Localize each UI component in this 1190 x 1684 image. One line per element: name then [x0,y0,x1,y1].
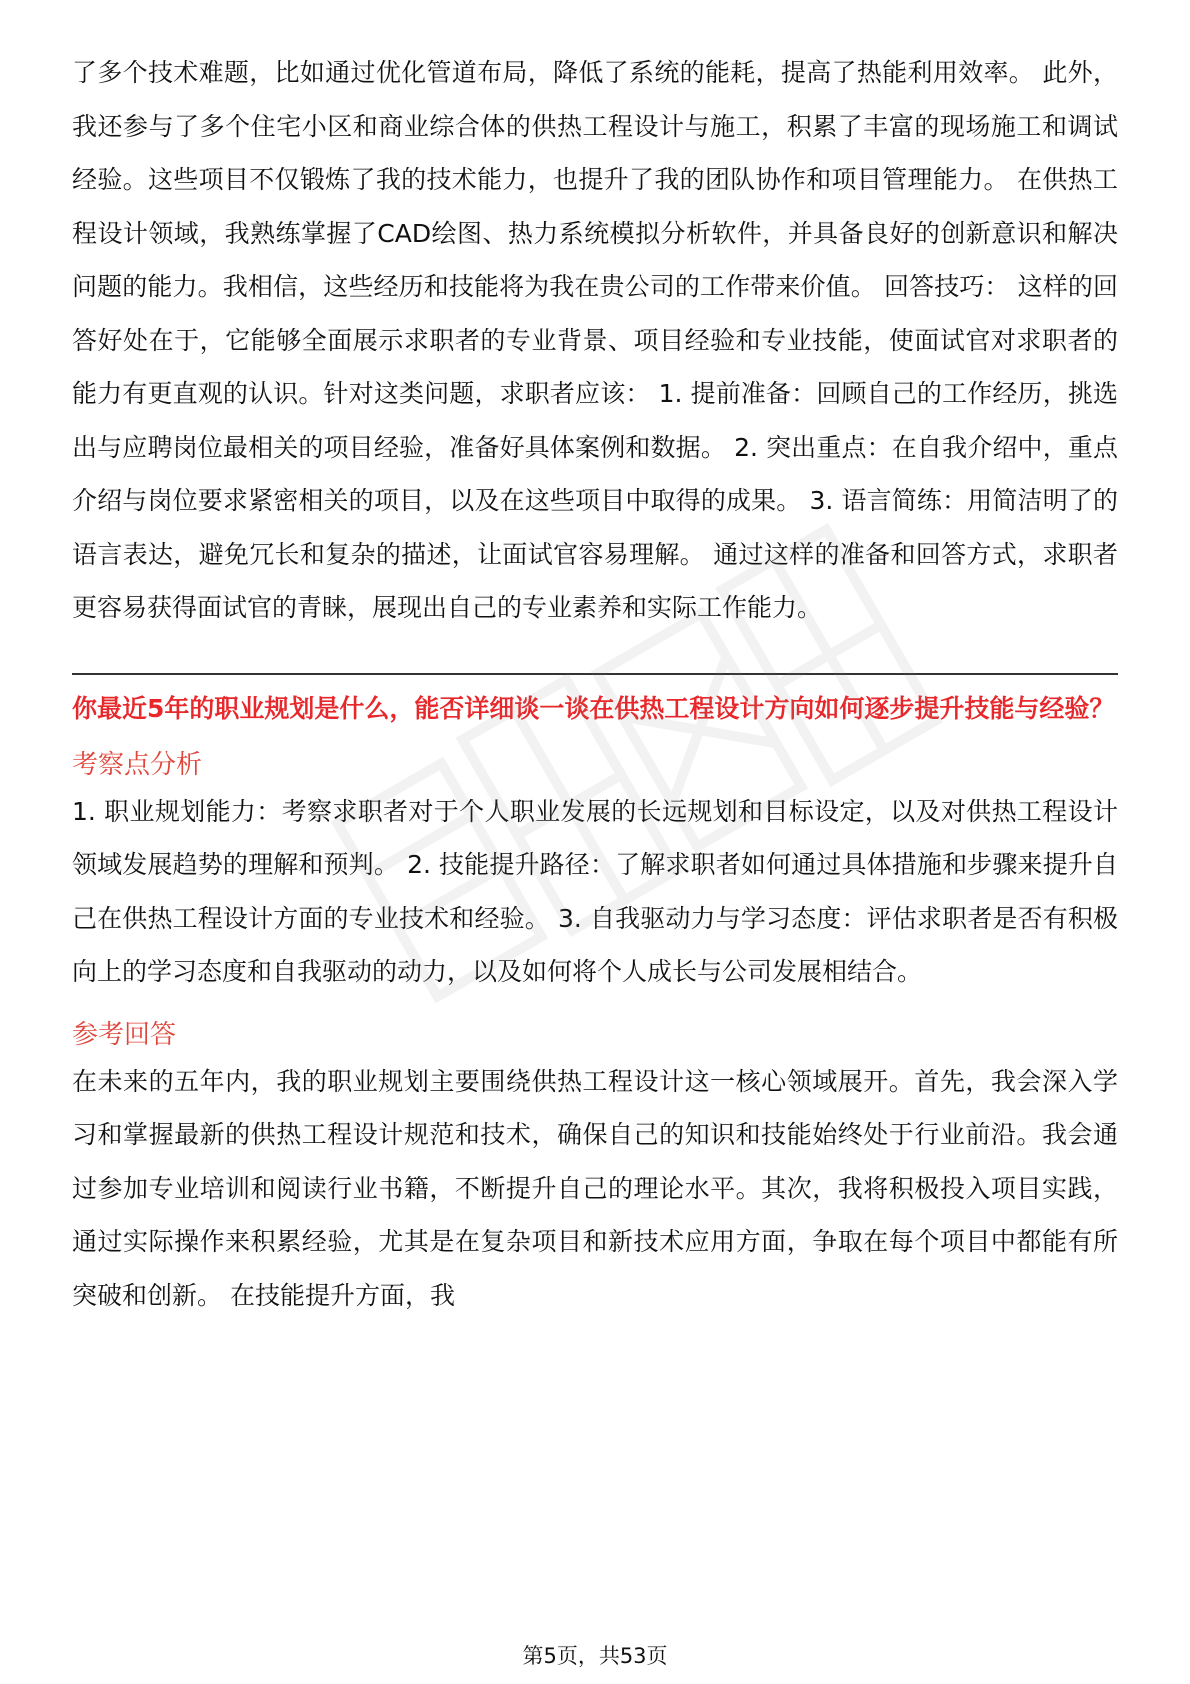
reference-answer-heading: 参考回答 [72,1019,177,1050]
interview-question: 你最近5年的职业规划是什么，能否详细谈一谈在供热工程设计方向如何逐步提升技能与经验？ [72,693,1115,723]
intro-answer-paragraph: 了多个技术难题，比如通过优化管道布局，降低了系统的能耗，提高了热能利用效率。 此外，我还参与了多个住宅小区和商业综合体的供热工程设计与施工，积累了丰富的现场施工和调试经验。这些项目不仅锻炼了我的技术能力，也提升了我的团队协作和项目管理能力。 在供热工程设计领域，我熟练掌握了CAD绘图、热力系统模拟分析软件，并具备良好的创新意识和解决问题的能力。我相信，这些经历和技能将为我在贵公司的工作带来价值。 回答技巧： 这样的回答好处在于，它能够全面展示求职者的专业背景、项目经验和专业技能，使面试官对求职者的能力有更直观的认识。针对这类问题，求职者应该： 1. 提前准备：回顾自己的工作经历，挑选出与应聘岗位最相关的项目经验，准备好具体案例和数据。 2. 突出重点：在自我介绍中，重点介绍与岗位要求紧密相关的项目，以及在这些项目中取得的成果。 3. 语言简练：用简洁明了的语言表达，避免冗长和复杂的描述，让面试官容易理解。 通过这样的准备和回答方式，求职者更容易获得面试官的青睐，展现出自己的专业素养和实际工作能力。 [72,58,1118,622]
page-number: 第5页，共53页 [522,1644,668,1668]
section-divider [72,673,1118,675]
analysis-heading: 考察点分析 [72,749,203,780]
document-page [72,46,1118,1322]
reference-answer-paragraph: 在未来的五年内，我的职业规划主要围绕供热工程设计这一核心领域展开。首先，我会深入学习和掌握最新的供热工程设计规范和技术，确保自己的知识和技能始终处于行业前沿。我会通过参加专业培训和阅读行业书籍，不断提升自己的理论水平。其次，我将积极投入项目实践，通过实际操作来积累经验，尤其是在复杂项目和新技术应用方面，争取在每个项目中都能有所突破和创新。 在技能提升方面，我 [72,1066,1118,1310]
analysis-paragraph: 1. 职业规划能力：考察求职者对于个人职业发展的长远规划和目标设定，以及对供热工程设计领域发展趋势的理解和预判。 2. 技能提升路径：了解求职者如何通过具体措施和步骤来提升自己在供热工程设计方面的专业技术和经验。 3. 自我驱动力与学习态度：评估求职者是否有积极向上的学习态度和自我驱动的动力，以及如何将个人成长与公司发展相结合。 [72,796,1118,986]
